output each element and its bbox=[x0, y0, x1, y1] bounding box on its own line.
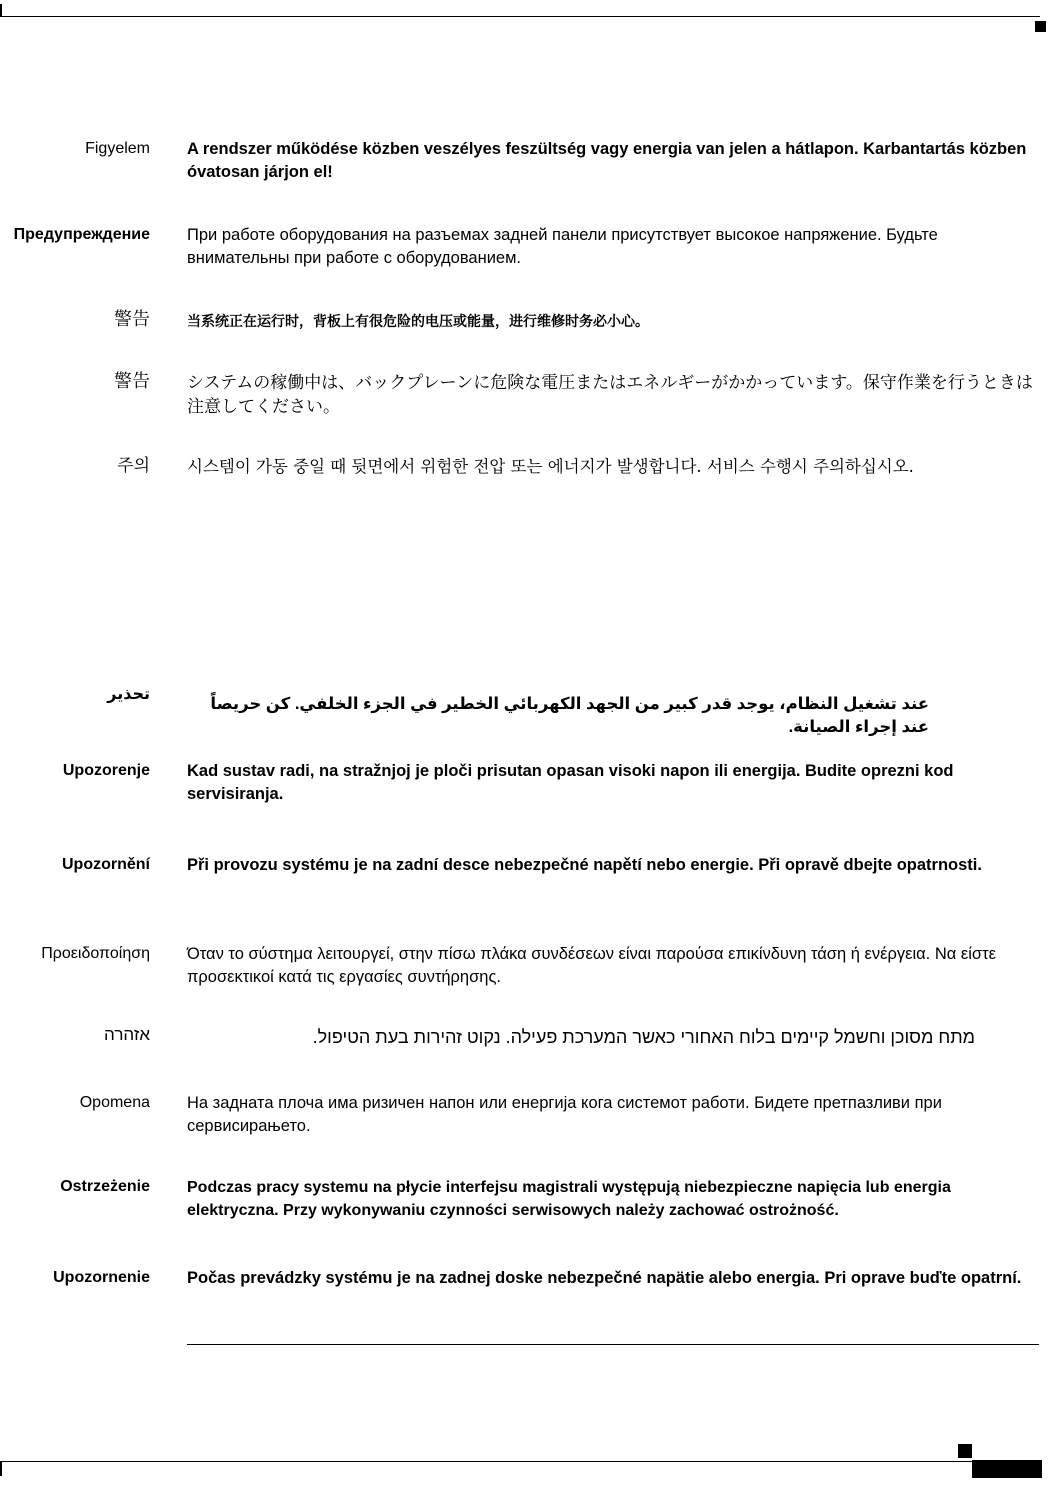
warning-text: Όταν το σύστημα λειτουργεί, στην πίσω πλάκα συνδέσεων είναι παρούσα επικίνδυνη τάση ή ενέργεια. Να είστε προσεκτικοί κατά τις εργασίες συντήρησης. bbox=[187, 945, 996, 986]
footer-marker bbox=[958, 1444, 972, 1458]
warning-text: Počas prevádzky systému je na zadnej doske nebezpečné napätie alebo energia. Pri oprave buďte opatrní. bbox=[187, 1269, 1022, 1287]
warning-label: Upozornenie bbox=[53, 1269, 150, 1286]
warning-label: Upozornění bbox=[62, 856, 150, 873]
warning-text: 시스템이 가동 중일 때 뒷면에서 위험한 전압 또는 에너지가 발생합니다. 서비스 수행시 주의하십시오. bbox=[187, 457, 914, 476]
warning-label: Предупреждение bbox=[13, 226, 150, 243]
warning-text: Při provozu systému je na zadní desce nebezpečné napětí nebo energie. Při opravě dbejte opatrnosti. bbox=[187, 856, 982, 874]
warning-label: Figyelem bbox=[85, 140, 150, 157]
warning-text: عند تشغيل النظام، يوجد قدر كبير من الجهد الكهربائي الخطير في الجزء الخلفي. كن حريصاً عند إجراء الصيانة. bbox=[210, 695, 929, 736]
warning-label: 주의 bbox=[117, 456, 150, 476]
header-marker bbox=[1035, 21, 1046, 32]
header-rule bbox=[0, 16, 1040, 17]
warning-text: システムの稼働中は、バックプレーンに危険な電圧またはエネルギーがかかっています。保守作業を行うときは注意してください。 bbox=[187, 373, 1033, 417]
warning-text: Podczas pracy systemu na płycie interfejsu magistrali występują niebezpieczne napięcia lub energia elektryczna. Przy wykonywaniu czynności serwisowych należy zachować ostrożność. bbox=[187, 1179, 951, 1219]
warning-label: Upozorenje bbox=[62, 762, 150, 779]
warning-label: Opomena bbox=[79, 1094, 150, 1111]
warning-label: 警告 bbox=[114, 371, 150, 392]
footer-tab bbox=[972, 1460, 1042, 1478]
warning-text: מתח מסוכן וחשמל קיימים בלוח האחורי כאשר המערכת פעילה. נקוט זהירות בעת הטיפול. bbox=[312, 1027, 975, 1047]
warning-label: Ostrzeżenie bbox=[60, 1178, 150, 1195]
warning-text: 当系统正在运行时，背板上有很危险的电压或能量，进行维修时务必小心。 bbox=[187, 314, 649, 330]
footer-tick bbox=[0, 1462, 2, 1476]
warning-label: אזהרה bbox=[104, 1025, 150, 1044]
section-end-rule bbox=[187, 1344, 1039, 1345]
warning-text: Kad sustav radi, na stražnjoj je ploči prisutan opasan visoki napon ili energija. Budite oprezni kod servisiranja. bbox=[187, 762, 954, 803]
warning-label: Προειδοποίηση bbox=[41, 945, 150, 962]
warning-text: При работе оборудования на разъемах задней панели присутствует высокое напряжение. Будьте внимательны при работе с оборудованием. bbox=[187, 226, 938, 267]
footer-rule bbox=[0, 1461, 1040, 1462]
warning-label: 警告 bbox=[114, 309, 150, 330]
warning-text: A rendszer működése közben veszélyes feszültség vagy energia van jelen a hátlapon. Karbantartás közben óvatosan járjon el! bbox=[187, 140, 1027, 181]
warning-text: На задната плоча има ризичен напон или енергија кога системот работи. Бидете претпазливи при сервисирањето. bbox=[187, 1094, 942, 1135]
warning-label: تحذير bbox=[107, 686, 150, 703]
